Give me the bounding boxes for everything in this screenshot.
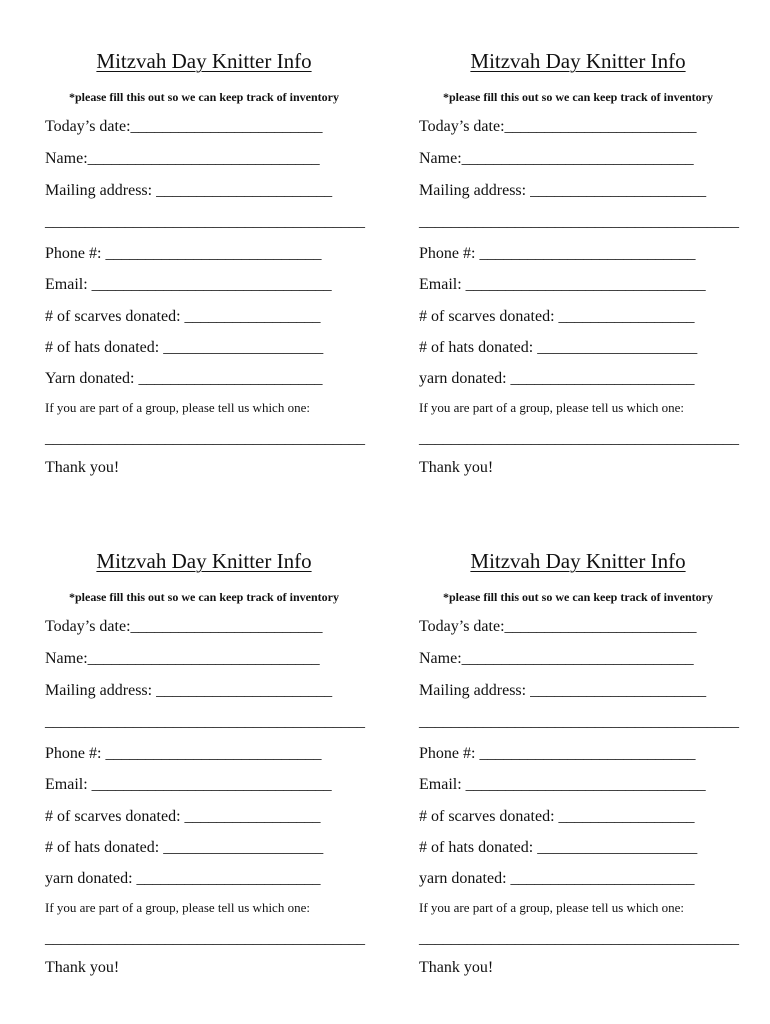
card-title: Mitzvah Day Knitter Info	[470, 49, 686, 73]
field-phone[interactable]: Phone #: ___________________________	[45, 745, 322, 762]
card-note: *please fill this out so we can keep track of inventory	[69, 90, 339, 104]
knitter-info-card	[40, 44, 370, 484]
field-todays-date[interactable]: Today’s date:________________________	[419, 618, 697, 635]
group-prompt: If you are part of a group, please tell us which one:	[45, 900, 310, 915]
card-title: Mitzvah Day Knitter Info	[96, 49, 312, 73]
field-todays-date[interactable]: Today’s date:________________________	[45, 118, 323, 135]
field-yarn-donated[interactable]: yarn donated: _______________________	[419, 870, 695, 887]
group-prompt: If you are part of a group, please tell us which one:	[419, 400, 684, 415]
field-mailing-address-line-2[interactable]: ________________________________________	[45, 213, 365, 230]
field-group-name[interactable]: ________________________________________	[419, 930, 739, 947]
field-mailing-address-line-2[interactable]: ________________________________________	[419, 213, 739, 230]
thank-you-text: Thank you!	[45, 459, 120, 476]
field-mailing-address-line-2[interactable]: ________________________________________	[45, 713, 365, 730]
group-prompt: If you are part of a group, please tell us which one:	[45, 400, 310, 415]
field-hats-donated[interactable]: # of hats donated: ____________________	[45, 839, 324, 856]
knitter-info-card	[414, 44, 744, 484]
field-phone[interactable]: Phone #: ___________________________	[419, 245, 696, 262]
card-title: Mitzvah Day Knitter Info	[470, 549, 686, 573]
field-mailing-address[interactable]: Mailing address: ______________________	[419, 182, 707, 199]
field-scarves-donated[interactable]: # of scarves donated: _________________	[419, 308, 695, 325]
field-mailing-address[interactable]: Mailing address: ______________________	[419, 682, 707, 699]
field-mailing-address[interactable]: Mailing address: ______________________	[45, 682, 333, 699]
field-group-name[interactable]: ________________________________________	[45, 930, 365, 947]
field-todays-date[interactable]: Today’s date:________________________	[419, 118, 697, 135]
field-group-name[interactable]: ________________________________________	[419, 430, 739, 447]
field-yarn-donated[interactable]: Yarn donated: _______________________	[45, 370, 323, 387]
card-note: *please fill this out so we can keep track of inventory	[69, 590, 339, 604]
thank-you-text: Thank you!	[419, 459, 494, 476]
field-scarves-donated[interactable]: # of scarves donated: _________________	[419, 808, 695, 825]
knitter-info-card	[414, 544, 744, 984]
card-title: Mitzvah Day Knitter Info	[96, 549, 312, 573]
field-yarn-donated[interactable]: yarn donated: _______________________	[45, 870, 321, 887]
thank-you-text: Thank you!	[419, 959, 494, 976]
field-group-name[interactable]: ________________________________________	[45, 430, 365, 447]
field-email[interactable]: Email: ______________________________	[45, 276, 332, 293]
group-prompt: If you are part of a group, please tell us which one:	[419, 900, 684, 915]
field-hats-donated[interactable]: # of hats donated: ____________________	[419, 839, 698, 856]
field-mailing-address[interactable]: Mailing address: ______________________	[45, 182, 333, 199]
field-hats-donated[interactable]: # of hats donated: ____________________	[45, 339, 324, 356]
field-name[interactable]: Name:_____________________________	[45, 150, 320, 167]
field-name[interactable]: Name:_____________________________	[419, 650, 694, 667]
field-scarves-donated[interactable]: # of scarves donated: _________________	[45, 808, 321, 825]
field-hats-donated[interactable]: # of hats donated: ____________________	[419, 339, 698, 356]
field-email[interactable]: Email: ______________________________	[45, 776, 332, 793]
field-name[interactable]: Name:_____________________________	[45, 650, 320, 667]
field-yarn-donated[interactable]: yarn donated: _______________________	[419, 370, 695, 387]
field-mailing-address-line-2[interactable]: ________________________________________	[419, 713, 739, 730]
field-phone[interactable]: Phone #: ___________________________	[419, 745, 696, 762]
field-todays-date[interactable]: Today’s date:________________________	[45, 618, 323, 635]
card-note: *please fill this out so we can keep track of inventory	[443, 90, 713, 104]
card-note: *please fill this out so we can keep track of inventory	[443, 590, 713, 604]
knitter-info-card	[40, 544, 370, 984]
field-email[interactable]: Email: ______________________________	[419, 276, 706, 293]
field-scarves-donated[interactable]: # of scarves donated: _________________	[45, 308, 321, 325]
thank-you-text: Thank you!	[45, 959, 120, 976]
field-email[interactable]: Email: ______________________________	[419, 776, 706, 793]
field-name[interactable]: Name:_____________________________	[419, 150, 694, 167]
field-phone[interactable]: Phone #: ___________________________	[45, 245, 322, 262]
